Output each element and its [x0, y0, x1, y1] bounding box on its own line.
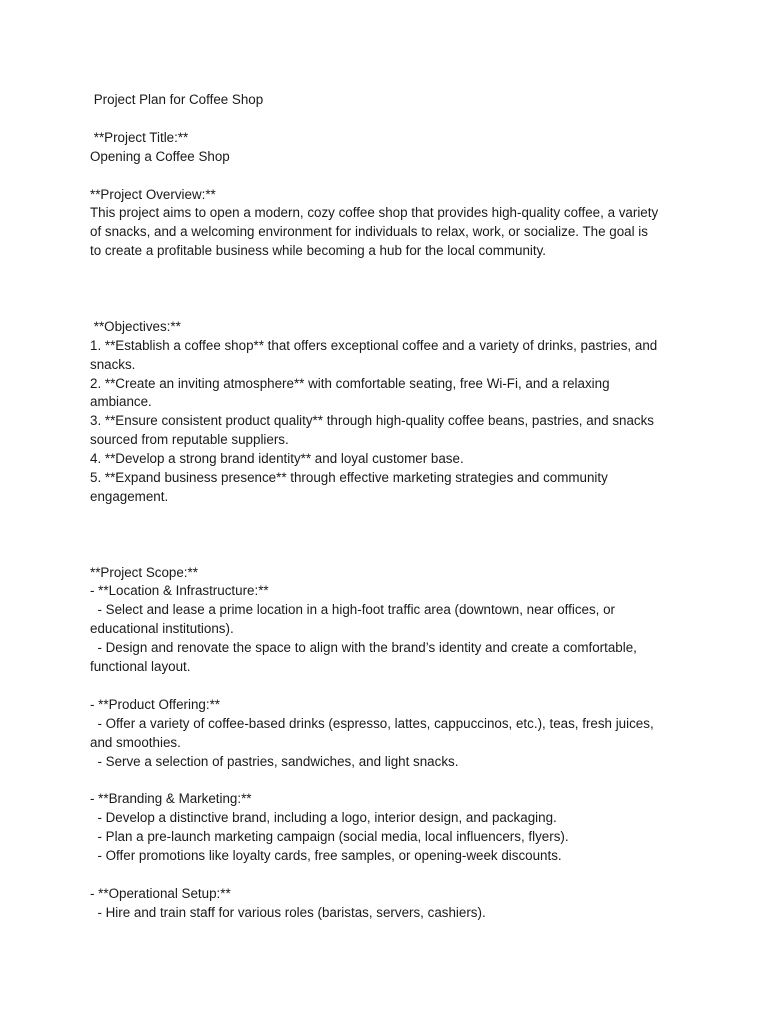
document-body	[90, 91, 690, 923]
scope-line: - Develop a distinctive brand, including a logo, interior design, and packaging.	[90, 810, 557, 826]
project-title-heading: **Project Title:**	[90, 129, 189, 145]
scope-heading: **Project Scope:**	[90, 564, 198, 580]
overview-line: This project aims to open a modern, cozy coffee shop that provides high-quality coffee, a variety	[90, 205, 659, 221]
objectives-list	[90, 337, 690, 507]
scope-product-section	[90, 696, 690, 772]
document-title: Project Plan for Coffee Shop	[90, 92, 264, 107]
scope-line: functional layout.	[90, 659, 191, 675]
objective-line: 5. **Expand business presence** through effective marketing strategies and community	[90, 470, 608, 486]
overview-line: to create a profitable business while becoming a hub for the local community.	[90, 243, 547, 259]
scope-line: - Select and lease a prime location in a high-foot traffic area (downtown, near offices, or	[90, 602, 616, 618]
scope-line: - **Branding & Marketing:**	[90, 791, 252, 807]
scope-line: - Plan a pre-launch marketing campaign (social media, local influencers, flyers).	[90, 829, 569, 845]
overview-line: of snacks, and a welcoming environment for individuals to relax, work, or socialize. The goal is	[90, 224, 648, 240]
scope-operational-section	[90, 885, 690, 923]
objective-line: snacks.	[90, 356, 136, 372]
scope-line: - Offer a variety of coffee-based drinks (espresso, lattes, cappuccinos, etc.), teas, fresh juices,	[90, 715, 654, 731]
scope-line: - **Operational Setup:**	[90, 885, 231, 901]
scope-line: - Serve a selection of pastries, sandwiches, and light snacks.	[90, 753, 459, 769]
objectives-heading: **Objectives:**	[90, 318, 181, 334]
objective-line: 1. **Establish a coffee shop** that offers exceptional coffee and a variety of drinks, pastries, and	[90, 337, 658, 353]
scope-line: - **Product Offering:**	[90, 696, 221, 712]
scope-branding-section	[90, 790, 690, 866]
objective-line: sourced from reputable suppliers.	[90, 432, 289, 448]
overview-paragraph	[90, 204, 690, 261]
scope-line: and smoothies.	[90, 734, 181, 750]
scope-location-section	[90, 582, 690, 677]
objective-line: 4. **Develop a strong brand identity** and loyal customer base.	[90, 451, 464, 467]
objective-line: 2. **Create an inviting atmosphere** with comfortable seating, free Wi-Fi, and a relaxing	[90, 375, 610, 391]
scope-line: - Design and renovate the space to align with the brand’s identity and create a comfortable,	[90, 640, 637, 656]
scope-line: educational institutions).	[90, 621, 234, 637]
scope-line: - Hire and train staff for various roles (baristas, servers, cashiers).	[90, 904, 486, 920]
overview-heading: **Project Overview:**	[90, 186, 216, 202]
objective-line: 3. **Ensure consistent product quality** through high-quality coffee beans, pastries, and snacks	[90, 413, 654, 429]
scope-line: - Offer promotions like loyalty cards, free samples, or opening-week discounts.	[90, 848, 562, 864]
project-title-text: Opening a Coffee Shop	[90, 148, 230, 164]
objective-line: ambiance.	[90, 394, 152, 410]
scope-line: - **Location & Infrastructure:**	[90, 583, 269, 599]
objective-line: engagement.	[90, 488, 169, 504]
